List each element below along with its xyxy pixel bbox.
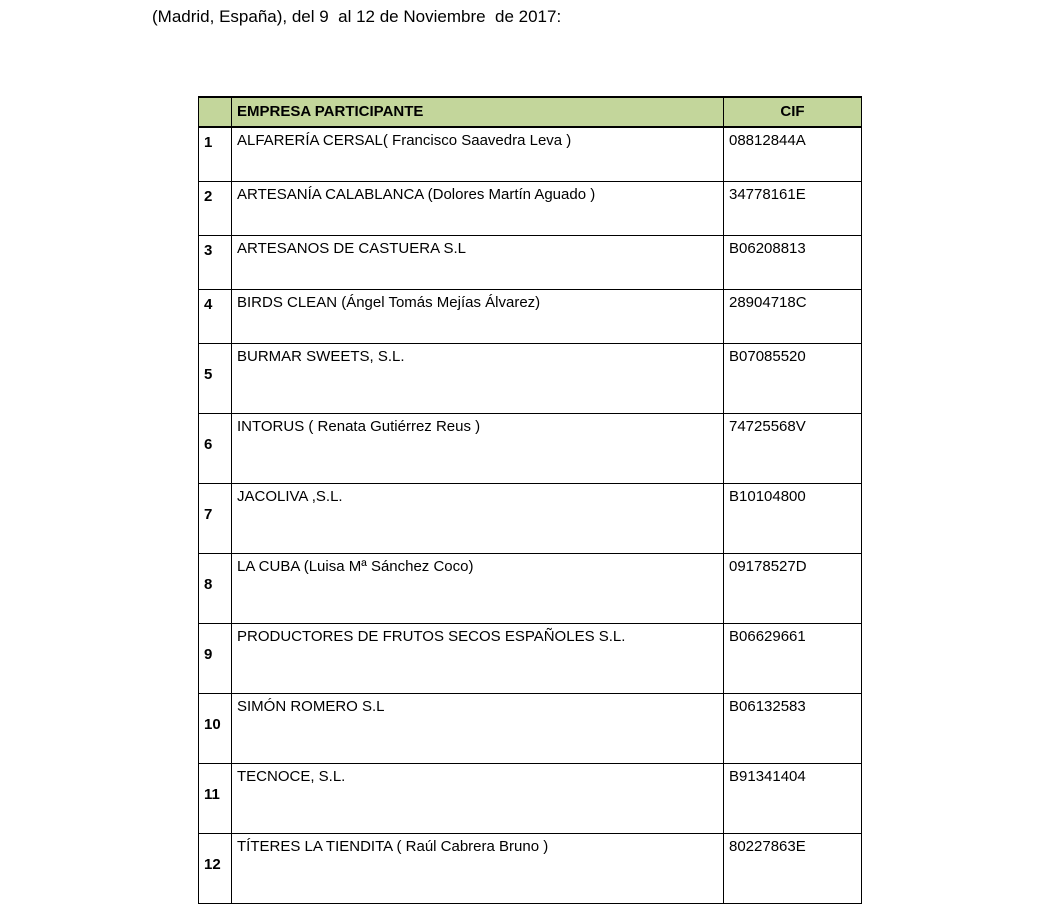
row-company: ALFARERÍA CERSAL( Francisco Saavedra Leva ) bbox=[232, 127, 724, 182]
row-cif: 34778161E bbox=[724, 182, 862, 236]
header-cif: CIF bbox=[724, 97, 862, 127]
row-company: TÍTERES LA TIENDITA ( Raúl Cabrera Bruno ) bbox=[232, 834, 724, 904]
row-number: 9 bbox=[199, 624, 232, 694]
header-number bbox=[199, 97, 232, 127]
intro-text: (Madrid, España), del 9 al 12 de Noviembre de 2017: bbox=[152, 7, 562, 26]
table-row bbox=[199, 834, 862, 904]
row-cif: B06208813 bbox=[724, 236, 862, 290]
row-cif: B06132583 bbox=[724, 694, 862, 764]
row-cif: B10104800 bbox=[724, 484, 862, 554]
row-number: 3 bbox=[199, 236, 232, 290]
row-company: BIRDS CLEAN (Ángel Tomás Mejías Álvarez) bbox=[232, 290, 724, 344]
participants-table bbox=[198, 96, 862, 904]
row-company: SIMÓN ROMERO S.L bbox=[232, 694, 724, 764]
row-company: ARTESANOS DE CASTUERA S.L bbox=[232, 236, 724, 290]
table-body bbox=[199, 127, 862, 904]
table-row bbox=[199, 344, 862, 414]
table-row bbox=[199, 414, 862, 484]
row-number: 11 bbox=[199, 764, 232, 834]
row-cif: 28904718C bbox=[724, 290, 862, 344]
table-row bbox=[199, 127, 862, 182]
header-company: EMPRESA PARTICIPANTE bbox=[232, 97, 724, 127]
row-cif: B91341404 bbox=[724, 764, 862, 834]
row-number: 10 bbox=[199, 694, 232, 764]
row-company: TECNOCE, S.L. bbox=[232, 764, 724, 834]
row-number: 8 bbox=[199, 554, 232, 624]
row-cif: 80227863E bbox=[724, 834, 862, 904]
table-header-row bbox=[199, 97, 862, 127]
row-cif: B06629661 bbox=[724, 624, 862, 694]
table-row bbox=[199, 290, 862, 344]
row-number: 1 bbox=[199, 127, 232, 182]
row-number: 4 bbox=[199, 290, 232, 344]
table-row bbox=[199, 554, 862, 624]
table-header bbox=[199, 97, 862, 127]
row-cif: 74725568V bbox=[724, 414, 862, 484]
row-company: BURMAR SWEETS, S.L. bbox=[232, 344, 724, 414]
row-company: JACOLIVA ,S.L. bbox=[232, 484, 724, 554]
table-row bbox=[199, 484, 862, 554]
table-row bbox=[199, 236, 862, 290]
row-company: ARTESANÍA CALABLANCA (Dolores Martín Aguado ) bbox=[232, 182, 724, 236]
row-cif: 09178527D bbox=[724, 554, 862, 624]
row-company: INTORUS ( Renata Gutiérrez Reus ) bbox=[232, 414, 724, 484]
table-row bbox=[199, 624, 862, 694]
row-cif: 08812844A bbox=[724, 127, 862, 182]
row-number: 2 bbox=[199, 182, 232, 236]
row-company: PRODUCTORES DE FRUTOS SECOS ESPAÑOLES S.L. bbox=[232, 624, 724, 694]
row-cif: B07085520 bbox=[724, 344, 862, 414]
table-row bbox=[199, 182, 862, 236]
row-number: 12 bbox=[199, 834, 232, 904]
row-number: 5 bbox=[199, 344, 232, 414]
row-number: 6 bbox=[199, 414, 232, 484]
row-number: 7 bbox=[199, 484, 232, 554]
participants-table-wrapper bbox=[198, 96, 862, 904]
row-company: LA CUBA (Luisa Mª Sánchez Coco) bbox=[232, 554, 724, 624]
table-row bbox=[199, 764, 862, 834]
table-row bbox=[199, 694, 862, 764]
